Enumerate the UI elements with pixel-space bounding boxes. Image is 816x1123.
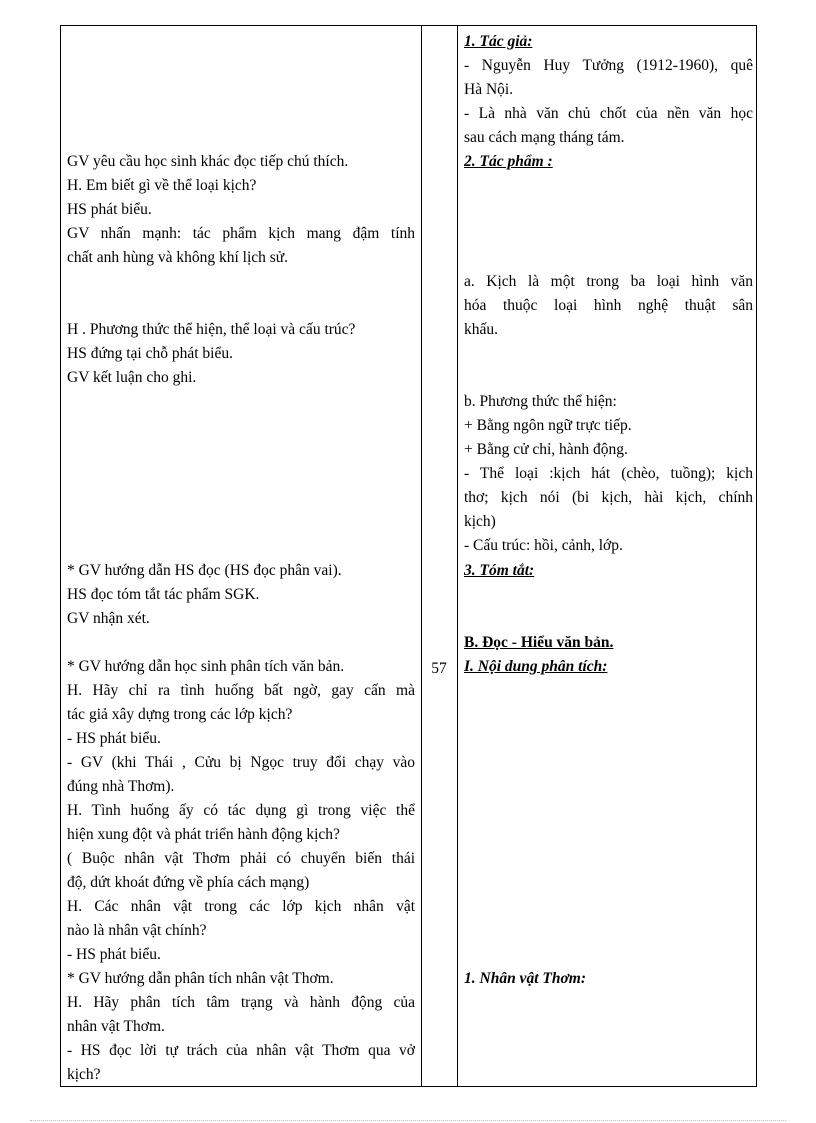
text-line: HS phát biểu. [67,201,152,218]
text-line: kịch? [67,1066,101,1083]
text-line: thơ; kịch nói (bi kịch, hài kịch, chính [464,489,753,506]
text-line: H. Hãy phân tích tâm trạng và hành động của [67,994,415,1011]
text-line: hiện xung đột và phát triển hành động kịch? [67,826,340,843]
heading-analysis: I. Nội dung phân tích: [464,658,608,675]
text-line: hóa thuộc loại hình nghệ thuật sân [464,297,753,314]
text-line: đúng nhà Thơm). [67,778,175,795]
text-line: * GV hướng dẫn học sinh phân tích văn bản. [67,658,345,675]
page-number: 57 [431,660,447,677]
text-line: HS đứng tại chỗ phát biểu. [67,345,233,362]
text-line: GV nhấn mạnh: tác phẩm kịch mang đậm tính [67,225,415,242]
text-line: GV nhận xét. [67,610,150,627]
text-line: a. Kịch là một trong ba loại hình văn [464,273,753,290]
text-line: GV yêu cầu học sinh khác đọc tiếp chú thích. [67,153,349,170]
text-line: - Nguyễn Huy Tưởng (1912-1960), quê [464,57,753,74]
heading-author: 1. Tác giả: [464,33,533,50]
text-line: tác giả xây dựng trong các lớp kịch? [67,706,293,723]
text-line: - HS đọc lời tự trách của nhân vật Thơm qua vở [67,1042,415,1059]
text-line: H. Tình huống ấy có tác dụng gì trong việc thể [67,802,415,819]
text-line: H. Em biết gì về thể loại kịch? [67,177,257,194]
text-line: chất anh hùng và không khí lịch sử. [67,249,289,266]
text-line: - Là nhà văn chủ chốt của nền văn học [464,105,753,122]
column-divider-right [457,26,458,1086]
page-bottom-border [30,1120,786,1121]
column-divider-left [421,26,422,1086]
text-line: Hà Nội. [464,81,514,98]
text-line: GV kết luận cho ghi. [67,369,197,386]
text-line: sau cách mạng tháng tám. [464,129,625,146]
text-line: nhân vật Thơm. [67,1018,165,1035]
text-line: + Bằng ngôn ngữ trực tiếp. [464,417,632,434]
heading-summary: 3. Tóm tắt: [464,562,535,579]
text-line: nào là nhân vật chính? [67,922,207,939]
text-line: * GV hướng dẫn phân tích nhân vật Thơm. [67,970,334,987]
text-line: độ, dứt khoát đứng về phía cách mạng) [67,874,310,891]
text-line: H . Phương thức thể hiện, thể loại và cấu trúc? [67,321,356,338]
text-line: * GV hướng dẫn HS đọc (HS đọc phân vai). [67,562,342,579]
text-line: ( Buộc nhân vật Thơm phải có chuyển biến thái [67,850,415,867]
text-line: b. Phương thức thể hiện: [464,393,617,410]
text-line: - HS phát biểu. [67,730,161,747]
text-line: H. Các nhân vật trong các lớp kịch nhân vật [67,898,415,915]
text-line: - HS phát biểu. [67,946,161,963]
text-line: H. Hãy chỉ ra tình huống bất ngờ, gay cấn mà [67,682,415,699]
section-heading-reading: B. Đọc - Hiểu văn bản. [464,634,614,651]
text-line: + Bằng cử chỉ, hành động. [464,441,628,458]
text-line: - Thể loại :kịch hát (chèo, tuồng); kịch [464,465,753,482]
text-line: HS đọc tóm tắt tác phẩm SGK. [67,586,260,603]
text-line: - Cấu trúc: hồi, cảnh, lớp. [464,537,623,554]
lesson-table [60,25,757,1087]
heading-work: 2. Tác phẩm : [464,153,553,170]
text-line: kịch) [464,513,496,530]
heading-character-thom: 1. Nhân vật Thơm: [464,970,586,987]
text-line: khấu. [464,321,499,338]
text-line: - GV (khi Thái , Cửu bị Ngọc truy đổi chạy vào [67,754,415,771]
